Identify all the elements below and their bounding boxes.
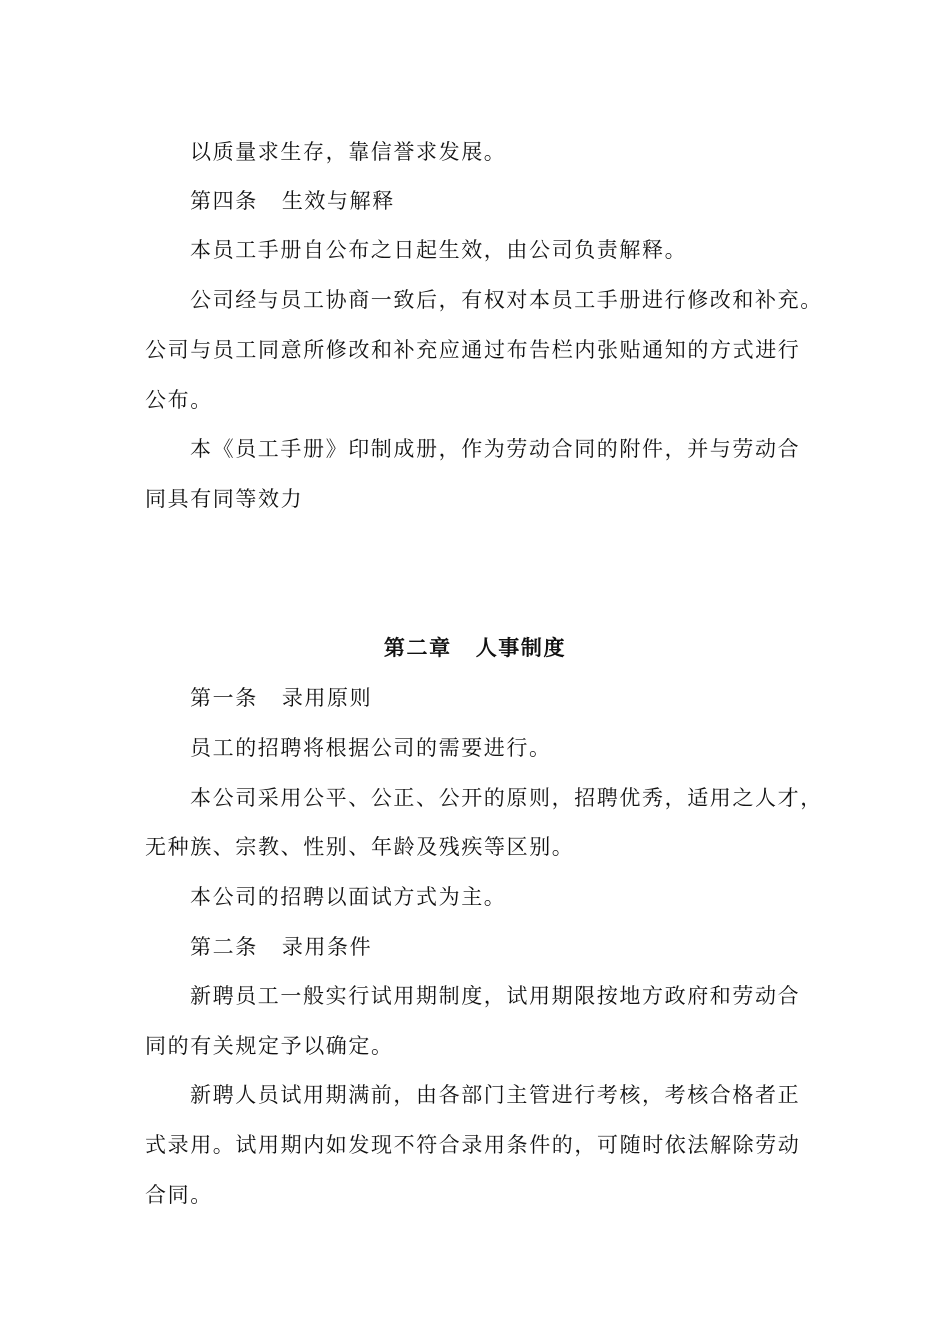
paragraph-line: 公司经与员工协商一致后，有权对本员工手册进行修改和补充。 [190,288,823,312]
paragraph-line: 本员工手册自公布之日起生效，由公司负责解释。 [190,238,688,262]
article-number: 第一条 [190,686,258,710]
paragraph-line: 本《员工手册》印制成册，作为劳动合同的附件，并与劳动合 [190,437,801,461]
article-number: 第四条 [190,189,258,213]
paragraph-line: 公布。 [145,388,213,412]
paragraph-line: 本公司采用公平、公正、公开的原则，招聘优秀，适用之人才， [190,786,823,810]
paragraph-line: 合同。 [145,1183,213,1207]
article-title: 录用原则 [281,686,373,710]
article-4-heading [190,186,395,216]
paragraph-line: 本公司的招聘以面试方式为主。 [190,885,507,909]
chapter-heading [0,633,950,663]
paragraph-line: 员工的招聘将根据公司的需要进行。 [190,736,552,760]
paragraph-line: 公司与员工同意所修改和补充应通过布告栏内张贴通知的方式进行 [145,338,801,362]
paragraph-line: 无种族、宗教、性别、年龄及残疾等区别。 [145,835,575,859]
article-title: 生效与解释 [281,189,395,213]
article-number: 第二条 [190,935,258,959]
paragraph-line: 式录用。试用期内如发现不符合录用条件的，可随时依法解除劳动 [145,1133,801,1157]
chapter-number: 第二章 [383,635,452,660]
paragraph-line: 同具有同等效力 [145,487,304,511]
paragraph-line: 新聘人员试用期满前，由各部门主管进行考核，考核合格者正 [190,1083,801,1107]
paragraph-line: 新聘员工一般实行试用期制度，试用期限按地方政府和劳动合 [190,984,801,1008]
article-2-heading [190,932,372,962]
paragraph-line: 同的有关规定予以确定。 [145,1034,394,1058]
paragraph-line: 以质量求生存，靠信誉求发展。 [190,140,507,164]
chapter-title: 人事制度 [475,635,567,660]
article-1-heading [190,683,372,713]
article-title: 录用条件 [281,935,373,959]
